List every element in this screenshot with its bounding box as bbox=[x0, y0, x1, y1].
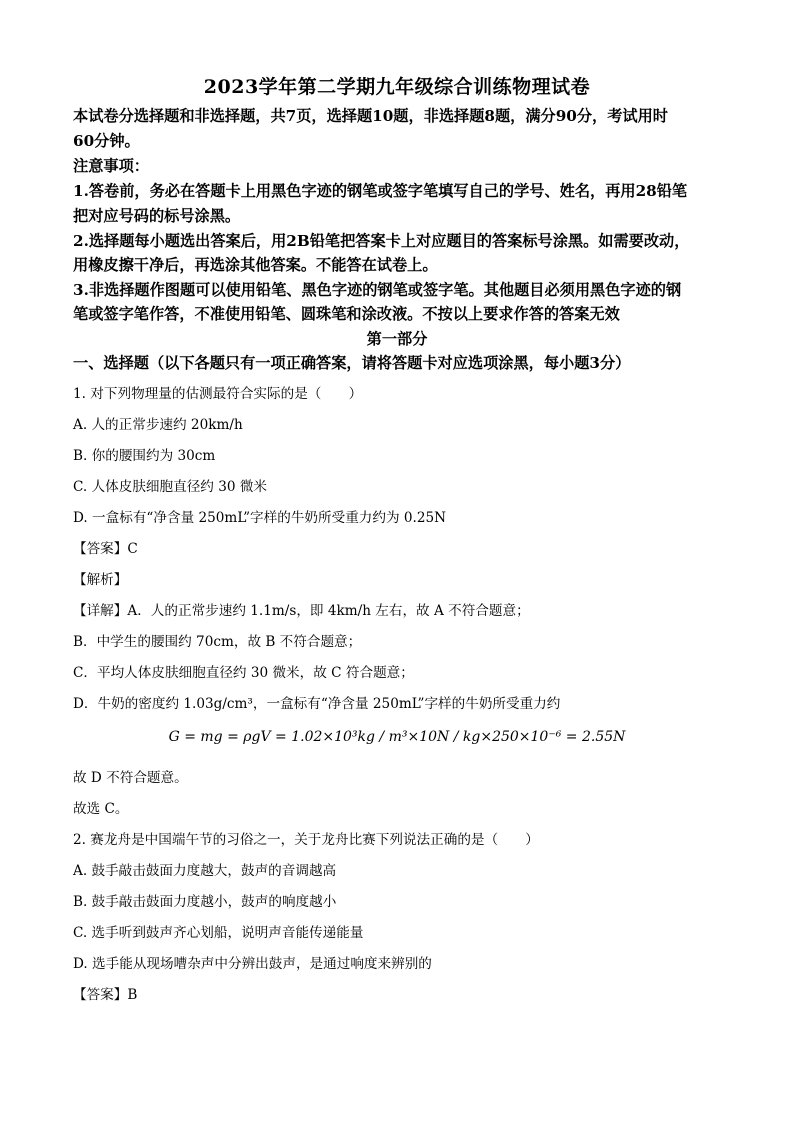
question-1-option-d: D. 一盒标有“净含量 250mL”字样的牛奶所受重力约为 0.25N bbox=[73, 510, 447, 526]
note-3-cont: 笔或签字笔作答，不准使用铅笔、圆珠笔和涂改液。不按以上要求作答的答案无效 bbox=[73, 305, 620, 323]
question-1-detail-a: 【详解】A．人的正常步速约 1.1m/s，即 4km/h 左右，故 A 不符合题意； bbox=[73, 603, 530, 619]
question-1-detail-c: C．平均人体皮肤细胞直径约 30 微米，故 C 符合题意； bbox=[73, 665, 414, 681]
question-1-conclusion: 故 D 不符合题意。 bbox=[73, 770, 188, 786]
question-2-option-c: C. 选手听到鼓声齐心划船，说明声音能传递能量 bbox=[73, 925, 364, 941]
intro-line: 60分钟。 bbox=[73, 132, 140, 150]
question-2-answer: 【答案】B bbox=[73, 987, 138, 1003]
notes-heading: 注意事项： bbox=[73, 157, 149, 175]
section-heading: 一、选择题（以下各题只有一项正确答案，请将答题卡对应选项涂黑，每小题3分） bbox=[73, 354, 631, 372]
question-1-detail-d: D．牛奶的密度约 1.03g/cm³，一盒标有“净含量 250mL”字样的牛奶所受重力约 bbox=[73, 696, 561, 712]
question-1-option-c: C. 人体皮肤细胞直径约 30 微米 bbox=[73, 479, 268, 495]
question-2-stem: 2. 赛龙舟是中国端午节的习俗之一，关于龙舟比赛下列说法正确的是（ ） bbox=[73, 832, 539, 848]
part-title: 第一部分 bbox=[366, 330, 428, 348]
question-1-stem: 1. 对下列物理量的估测最符合实际的是（ ） bbox=[73, 386, 363, 402]
question-1-answer: 【答案】C bbox=[73, 541, 138, 557]
question-1-option-b: B. 你的腰围约为 30cm bbox=[73, 448, 216, 464]
gravity-formula: G = mg = ρgV = 1.02×10³kg / m³×10N / kg×250×10⁻⁶ = 2.55N bbox=[168, 729, 626, 745]
note-1: 1.答卷前，务必在答题卡上用黑色字迹的钢笔或签字笔填写自己的学号、姓名，再用28铅笔 bbox=[73, 182, 688, 200]
intro-line: 本试卷分选择题和非选择题，共7页，选择题10题，非选择题8题，满分90分，考试用时 bbox=[73, 107, 668, 125]
question-1-option-a: A. 人的正常步速约 20km/h bbox=[73, 417, 243, 433]
question-1-analysis-label: 【解析】 bbox=[73, 572, 128, 588]
question-1-choice: 故选 C。 bbox=[73, 801, 129, 817]
note-3: 3.非选择题作图题可以使用铅笔、黑色字迹的钢笔或签字笔。其他题目必须用黑色字迹的钢 bbox=[73, 281, 682, 299]
exam-title: 2023学年第二学期九年级综合训练物理试卷 bbox=[203, 76, 591, 98]
question-2-option-d: D. 选手能从现场嘈杂声中分辨出鼓声，是通过响度来辨别的 bbox=[73, 956, 432, 972]
note-2: 2.选择题每小题选出答案后，用2B铅笔把答案卡上对应题目的答案标号涂黑。如需要改动， bbox=[73, 232, 690, 250]
note-1-cont: 把对应号码的标号涂黑。 bbox=[73, 207, 241, 225]
question-1-detail-b: B．中学生的腰围约 70cm，故 B 不符合题意； bbox=[73, 634, 362, 650]
question-2-option-b: B. 鼓手敲击鼓面力度越小，鼓声的响度越小 bbox=[73, 894, 337, 910]
note-2-cont: 用橡皮擦干净后，再选涂其他答案。不能答在试卷上。 bbox=[73, 256, 438, 274]
question-2-option-a: A. 鼓手敲击鼓面力度越大，鼓声的音调越高 bbox=[73, 863, 337, 879]
